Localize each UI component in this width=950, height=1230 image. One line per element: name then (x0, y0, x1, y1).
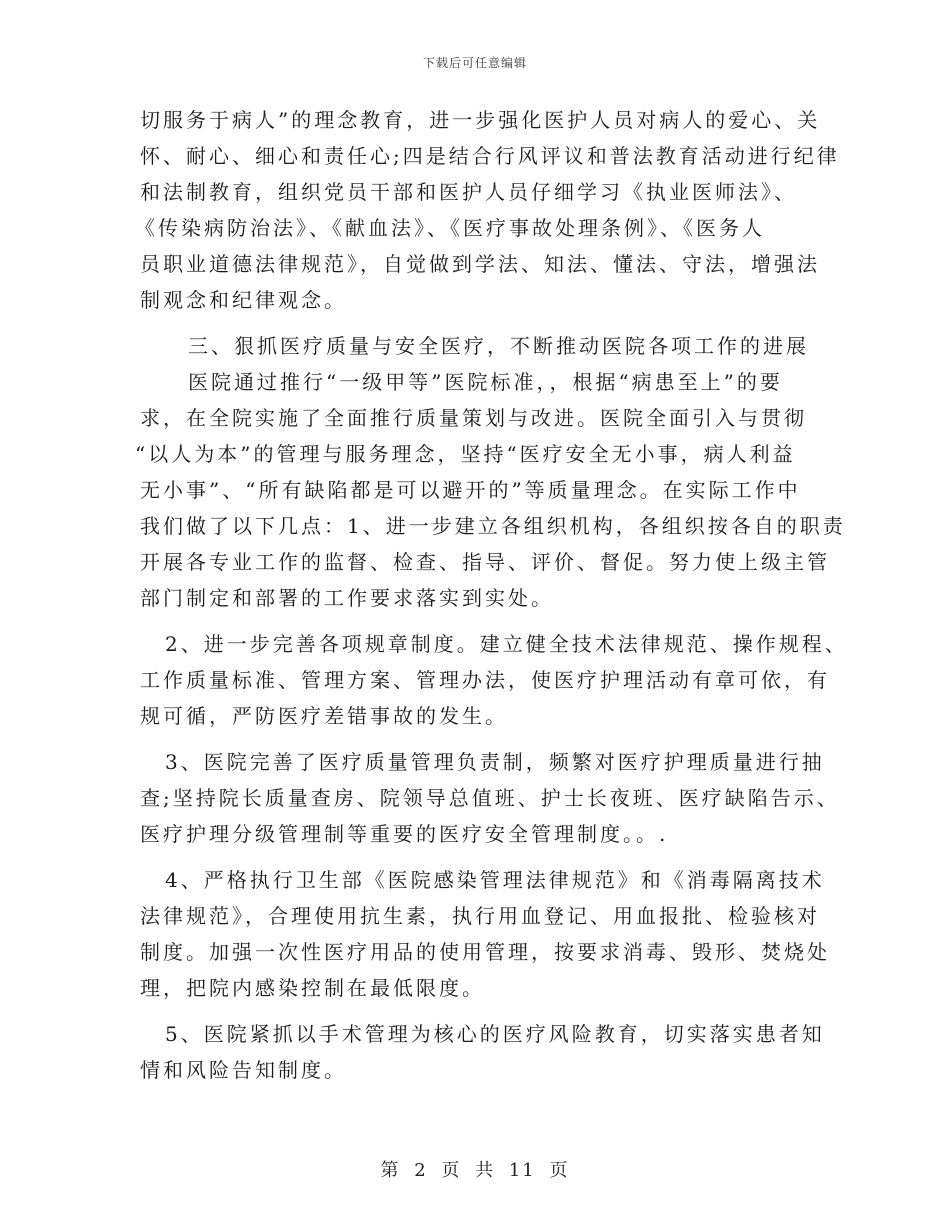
body-line: 理，把院内感染控制在最低限度。 (140, 976, 485, 1000)
body-line: 开展各专业工作的监督、检查、指导、评价、督促。努力使上级主管 (140, 550, 830, 574)
section-heading: 三、狠抓医疗质量与安全医疗，不断推动医院各项工作的进展 (188, 334, 809, 358)
body-line: “以人为本”的管理与服务理念，坚持“医疗安全无小事，病人利益 (135, 442, 796, 466)
body-line: 情和风险告知制度。 (140, 1058, 347, 1082)
body-line: 和法制教育，组织党员干部和医护人员仔细学习《执业医师法》、 (140, 180, 797, 204)
body-line: 规可循，严防医疗差错事故的发生。 (140, 704, 508, 728)
body-line: 法律规范》，合理使用抗生素，执行用血登记、用血报批、检验核对 (140, 904, 820, 928)
page-header: 下载后可任意编辑 (422, 56, 527, 70)
body-line: 无小事”、“所有缺陷都是可以避开的”等质量理念。在实际工作中 (140, 478, 801, 502)
body-line: 3、医院完善了医疗质量管理负责制，频繁对医疗护理质量进行抽 (165, 750, 825, 774)
body-line: 我们做了以下几点：1、进一步建立各组织机构，各组织按各自的职责 (140, 514, 846, 538)
body-line: 部门制定和部署的工作要求落实到实处。 (140, 586, 554, 610)
body-line: 制观念和纪律观念。 (140, 288, 347, 312)
body-line: 工作质量标准、管理方案、管理办法，使医疗护理活动有章可依，有 (140, 668, 830, 692)
body-line: 2、进一步完善各项规章制度。建立健全技术法律规范、操作规程、 (165, 632, 848, 656)
body-line: 《传染病防治法》、《献血法》、《医疗事故处理条例》、《医务人 (135, 216, 765, 240)
body-line: 员职业道德法律规范》，自觉做到学法、知法、懂法、守法，增强法 (140, 252, 820, 276)
body-line: 制度。加强一次性医疗用品的使用管理，按要求消毒、毁形、焚烧处 (140, 940, 830, 964)
body-line: 4、严格执行卫生部《医院感染管理法律规范》和《消毒隔离技术 (165, 868, 825, 892)
page-footer: 第 2 页 共 11 页 (380, 1160, 570, 1181)
body-line: 切服务于病人”的理念教育，进一步强化医护人员对病人的爱心、关 (140, 108, 821, 132)
body-line: 查;坚持院长质量查房、院领导总值班、护士长夜班、医疗缺陷告示、 (140, 786, 840, 810)
body-line: 5、医院紧抓以手术管理为核心的医疗风险教育，切实落实患者知 (165, 1022, 825, 1046)
body-line: 医院通过推行“一级甲等”医院标准，，根据“病患至上”的要 (188, 370, 783, 394)
body-line: 求，在全院实施了全面推行质量策划与改进。医院全面引入与贯彻 (140, 406, 807, 430)
body-line: 医疗护理分级管理制等重要的医疗安全管理制度。。. (140, 822, 669, 846)
body-line: 怀、耐心、细心和责任心;四是结合行风评议和普法教育活动进行纪律 (140, 144, 840, 168)
